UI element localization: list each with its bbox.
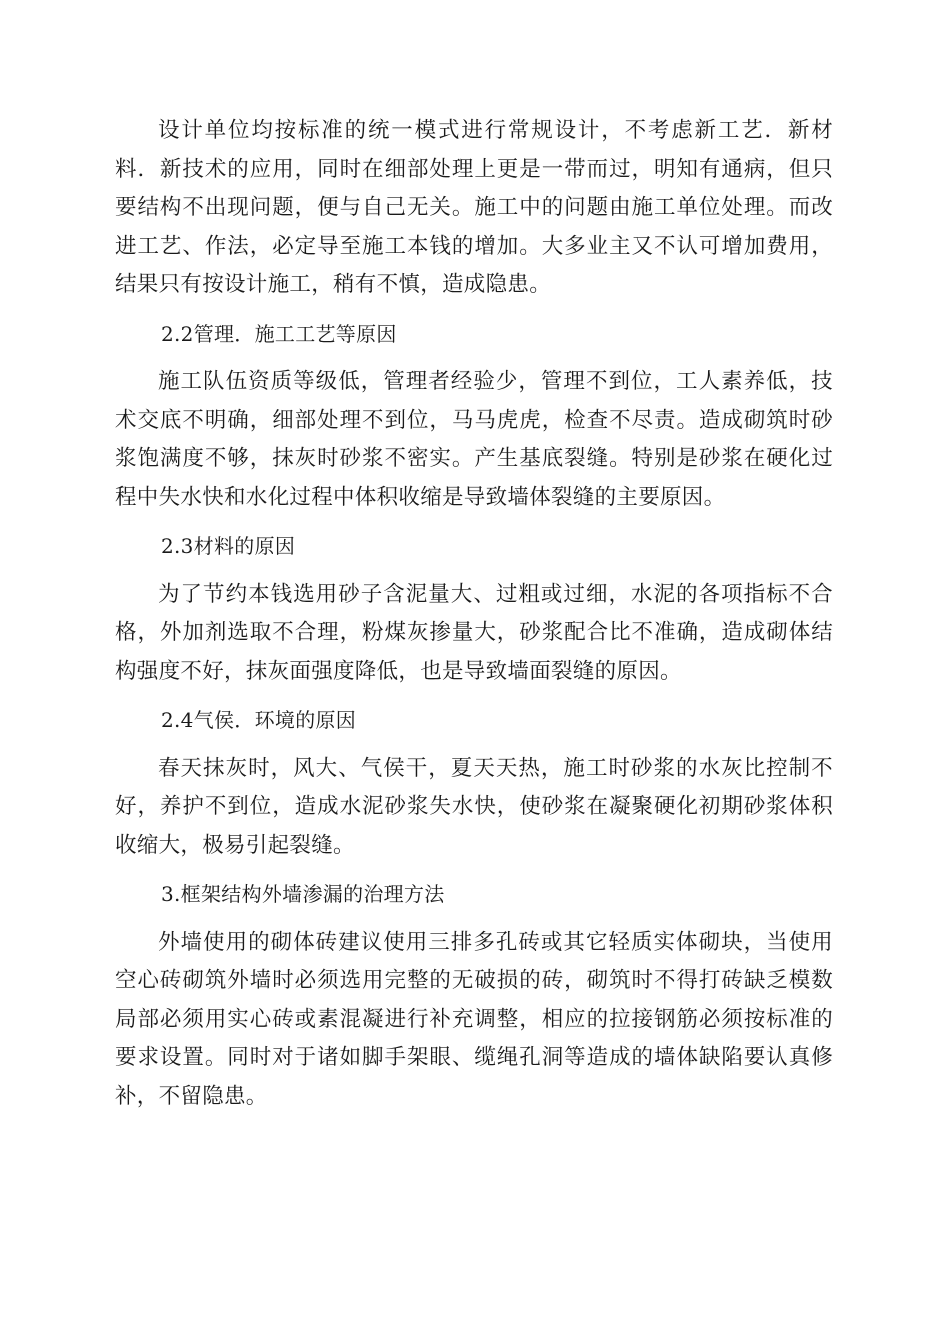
block-spacer — [115, 865, 833, 875]
block-spacer — [115, 517, 833, 527]
document-page — [115, 112, 833, 1116]
paragraph-climate-causes: 春天抹灰时，风大、气侯干，夏天天热，施工时砂浆的水灰比控制不好，养护不到位，造成水泥砂浆失水快，使砂浆在凝聚硬化初期砂浆体积收缩大，极易引起裂缝。 — [115, 755, 833, 858]
paragraph-management-causes: 施工队伍资质等级低，管理者经验少，管理不到位，工人素养低，技术交底不明确，细部处理不到位，马马虎虎，检查不尽责。造成砌筑时砂浆饱满度不够，抹灰时砂浆不密实。产生基底裂缝。特别是砂浆在硬化过程中失水快和水化过程中体积收缩是导致墙体裂缝的主要原因。 — [115, 369, 833, 510]
paragraph-design-causes: 设计单位均按标准的统一模式进行常规设计，不考虑新工艺．新材料．新技术的应用，同时在细部处理上更是一带而过，明知有通病，但只要结构不出现问题，便与自己无关。施工中的问题由施工单位处理。而改进工艺、作法，必定导至施工本钱的增加。大多业主又不认可增加费用，结果只有按设计施工，稍有不慎，造成隐患。 — [115, 118, 833, 297]
heading-3: 3.框架结构外墙渗漏的治理方法 — [161, 882, 445, 906]
block-spacer — [115, 566, 833, 576]
heading-2-3: 2.3材料的原因 — [161, 534, 296, 558]
paragraph-material-causes: 为了节约本钱选用砂子含泥量大、过粗或过细，水泥的各项指标不合格，外加剂选取不合理，粉煤灰掺量大，砂浆配合比不准确，造成砌体结构强度不好，抹灰面强度降低，也是导致墙面裂缝的原因。 — [115, 581, 833, 684]
block-spacer — [115, 691, 833, 701]
block-spacer — [115, 305, 833, 315]
paragraph-treatment-methods: 外墙使用的砌体砖建议使用三排多孔砖或其它轻质实体砌块，当使用空心砖砌筑外墙时必须选用完整的无破损的砖，砌筑时不得打砖缺乏模数局部必须用实心砖或素混凝进行补充调整，相应的拉接钢筋必须按标准的要求设置。同时对于诸如脚手架眼、缆绳孔洞等造成的墙体缺陷要认真修补，不留隐患。 — [115, 929, 833, 1109]
block-spacer — [115, 353, 833, 363]
heading-2-2: 2.2管理．施工工艺等原因 — [161, 321, 397, 346]
heading-2-4: 2.4气侯．环境的原因 — [161, 708, 357, 732]
block-spacer — [115, 914, 833, 924]
block-spacer — [115, 740, 833, 750]
